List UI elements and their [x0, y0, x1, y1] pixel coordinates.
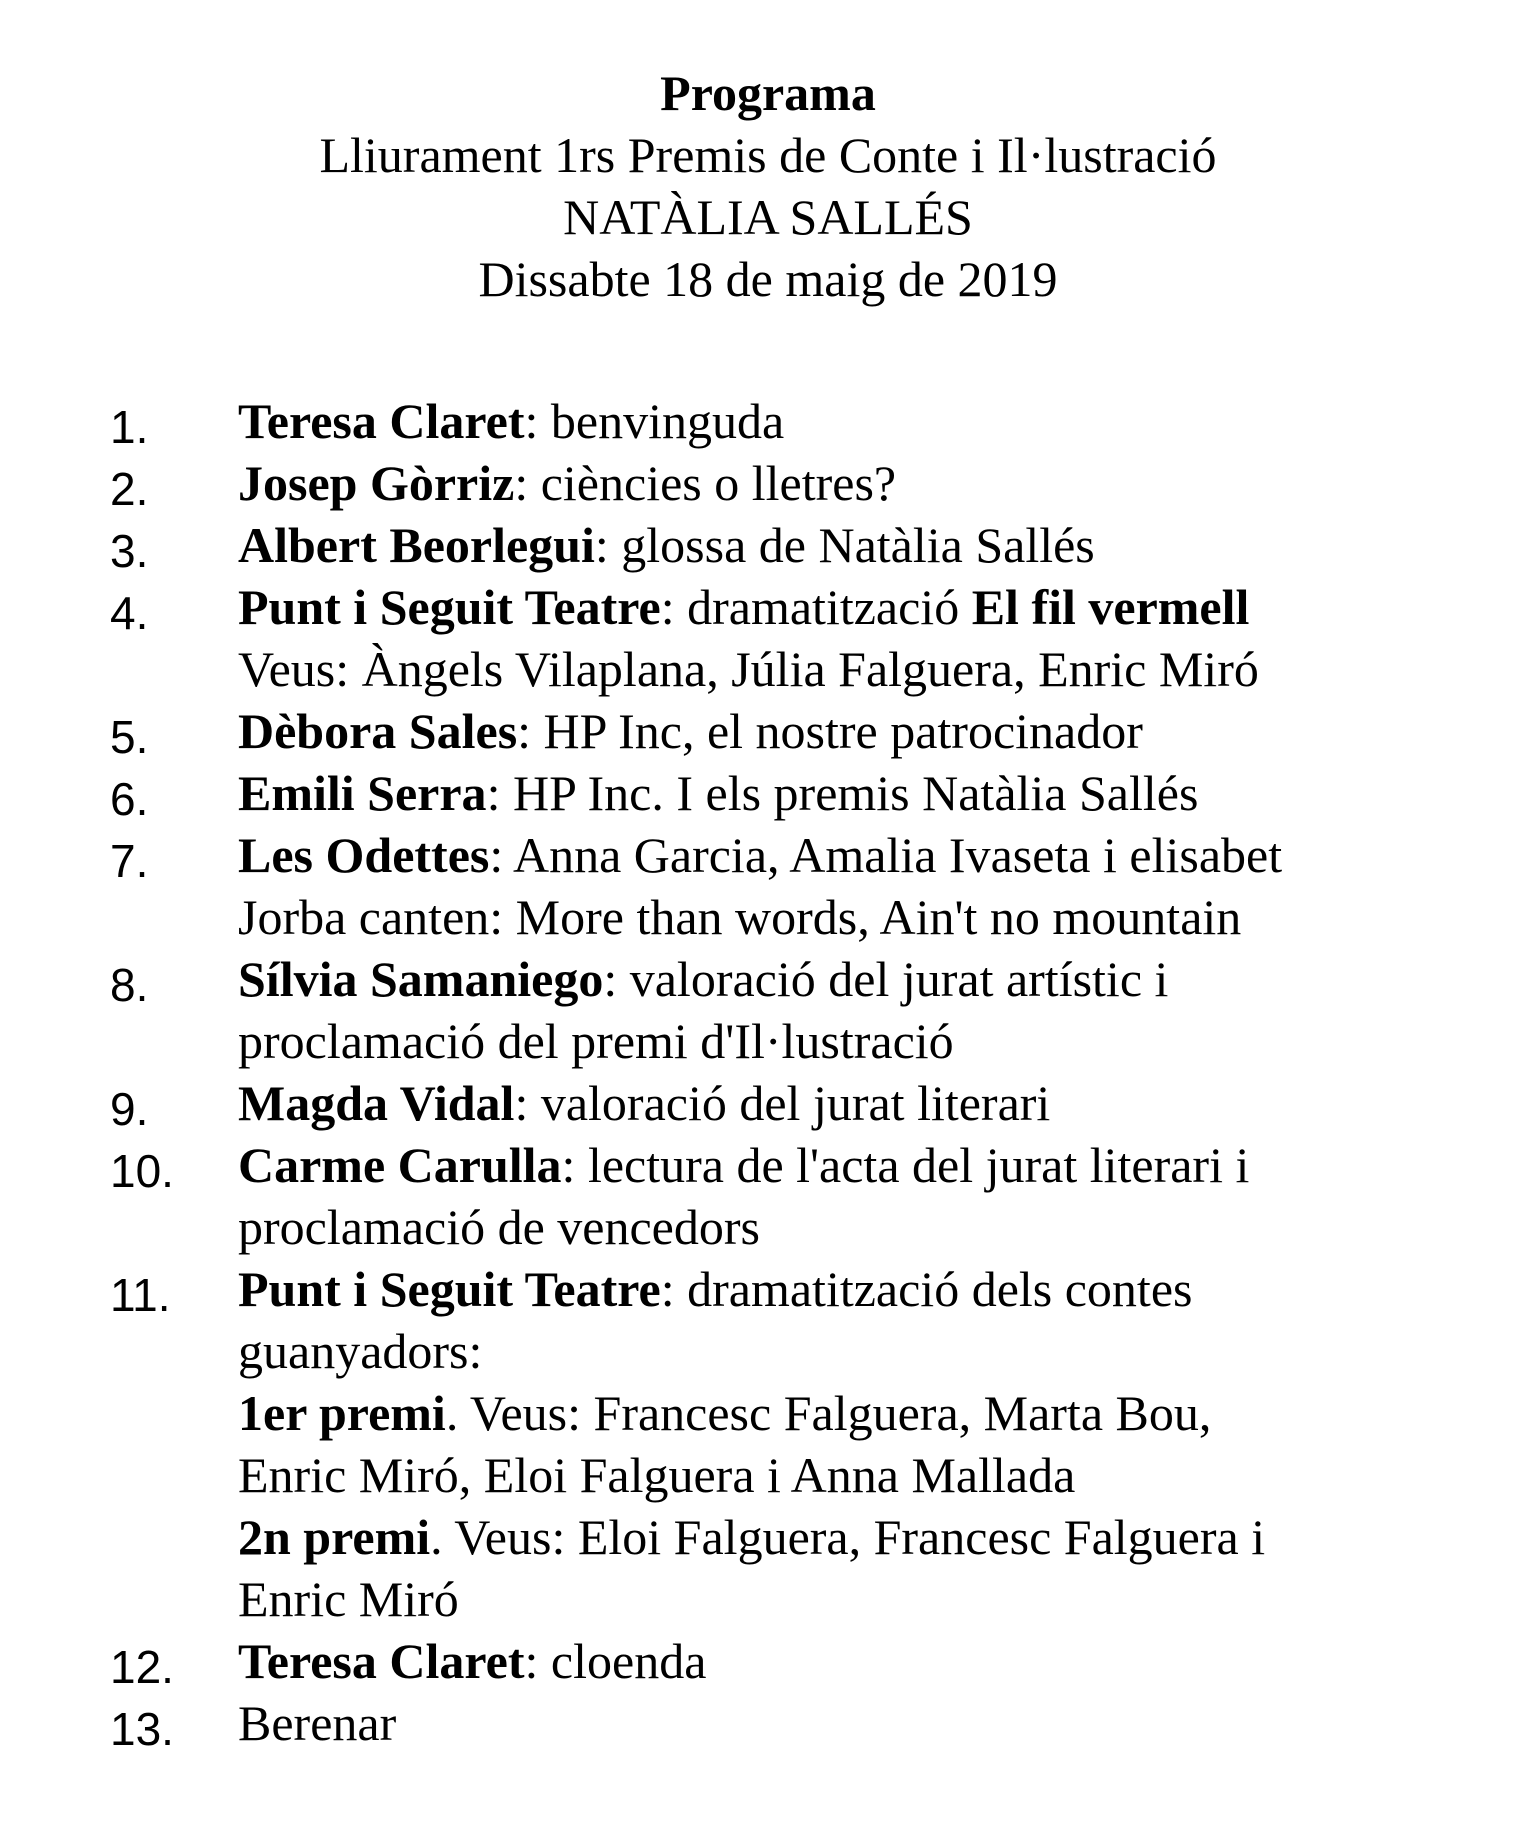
- speaker-name: Sílvia Samaniego: [238, 951, 604, 1007]
- speaker-name: Punt i Seguit Teatre: [238, 579, 661, 635]
- item-description-line2: proclamació de vencedors: [238, 1199, 760, 1255]
- program-title: Programa: [660, 65, 876, 121]
- item-number: 5.: [110, 711, 149, 763]
- speaker-name: Les Odettes: [238, 827, 490, 883]
- speaker-name: Emili Serra: [238, 765, 487, 821]
- list-item-9: [110, 1072, 1510, 1134]
- prize-2-voices: . Veus: Eloi Falguera, Francesc Falguera i: [430, 1509, 1266, 1565]
- speaker-name: Albert Beorlegui: [238, 517, 595, 573]
- list-item-8: [110, 948, 1510, 1072]
- item-description: : dramatització dels contes: [660, 1261, 1193, 1317]
- speaker-name: Teresa Claret: [238, 1633, 525, 1689]
- item-number: 9.: [110, 1083, 149, 1135]
- event-subtitle: Lliurament 1rs Premis de Conte i Il·lustració: [319, 127, 1217, 183]
- list-item-12: [110, 1630, 1510, 1692]
- item-number: 8.: [110, 959, 149, 1011]
- play-title: El fil vermell: [971, 579, 1250, 635]
- list-item-1: [110, 390, 1510, 452]
- list-item-13: [110, 1692, 1510, 1754]
- item-number: 12.: [110, 1641, 174, 1693]
- item-description-line2: Veus: Àngels Vilaplana, Júlia Falguera, Enric Miró: [238, 641, 1259, 697]
- item-description: : valoració del jurat literari: [514, 1075, 1051, 1131]
- prize-1-voices: . Veus: Francesc Falguera, Marta Bou,: [445, 1385, 1212, 1441]
- list-item-7: [110, 824, 1510, 948]
- list-item-11: [110, 1258, 1510, 1630]
- speaker-name: Carme Carulla: [238, 1137, 562, 1193]
- speaker-name: Dèbora Sales: [238, 703, 518, 759]
- speaker-name: Teresa Claret: [238, 393, 525, 449]
- speaker-name: Josep Gòrriz: [238, 455, 515, 511]
- item-description: : dramatització: [660, 579, 972, 635]
- item-number: 7.: [110, 835, 149, 887]
- item-number: 6.: [110, 773, 149, 825]
- list-item-4: [110, 576, 1510, 700]
- prize-2-voices-line2: Enric Miró: [238, 1571, 459, 1627]
- item-number: 4.: [110, 587, 149, 639]
- prize-2-label: 2n premi: [238, 1509, 431, 1565]
- item-description-line2: Jorba canten: More than words, Ain't no mountain: [238, 889, 1242, 945]
- item-number: 11.: [110, 1269, 171, 1321]
- item-description: : HP Inc. I els premis Natàlia Sallés: [486, 765, 1199, 821]
- list-item-3: [110, 514, 1510, 576]
- event-date: Dissabte 18 de maig de 2019: [478, 251, 1058, 307]
- item-description: : cloenda: [524, 1633, 707, 1689]
- speaker-name: Magda Vidal: [238, 1075, 515, 1131]
- item-number: 1.: [110, 401, 149, 453]
- item-description: : lectura de l'acta del jurat literari i: [561, 1137, 1250, 1193]
- program-header: [0, 62, 1536, 310]
- item-description: : valoració del jurat artístic i: [603, 951, 1169, 1007]
- list-item-6: [110, 762, 1510, 824]
- item-description-line2: guanyadors:: [238, 1323, 483, 1379]
- item-description: : Anna Garcia, Amalia Ivaseta i elisabet: [489, 827, 1283, 883]
- program-list: [110, 390, 1510, 1754]
- item-number: 10.: [110, 1145, 174, 1197]
- prize-1-label: 1er premi: [238, 1385, 446, 1441]
- item-description: : glossa de Natàlia Sallés: [594, 517, 1095, 573]
- prize-1-voices-line2: Enric Miró, Eloi Falguera i Anna Mallada: [238, 1447, 1076, 1503]
- item-number: 2.: [110, 463, 149, 515]
- item-number: 3.: [110, 525, 149, 577]
- item-description: : HP Inc, el nostre patrocinador: [517, 703, 1143, 759]
- honoree-name: NATÀLIA SALLÉS: [563, 189, 973, 245]
- list-item-5: [110, 700, 1510, 762]
- item-number: 13.: [110, 1703, 174, 1755]
- list-item-10: [110, 1134, 1510, 1258]
- item-description: : ciències o lletres?: [514, 455, 897, 511]
- speaker-name: Punt i Seguit Teatre: [238, 1261, 661, 1317]
- item-description-line2: proclamació del premi d'Il·lustració: [238, 1013, 954, 1069]
- item-description: Berenar: [238, 1695, 397, 1751]
- list-item-2: [110, 452, 1510, 514]
- item-description: : benvinguda: [524, 393, 785, 449]
